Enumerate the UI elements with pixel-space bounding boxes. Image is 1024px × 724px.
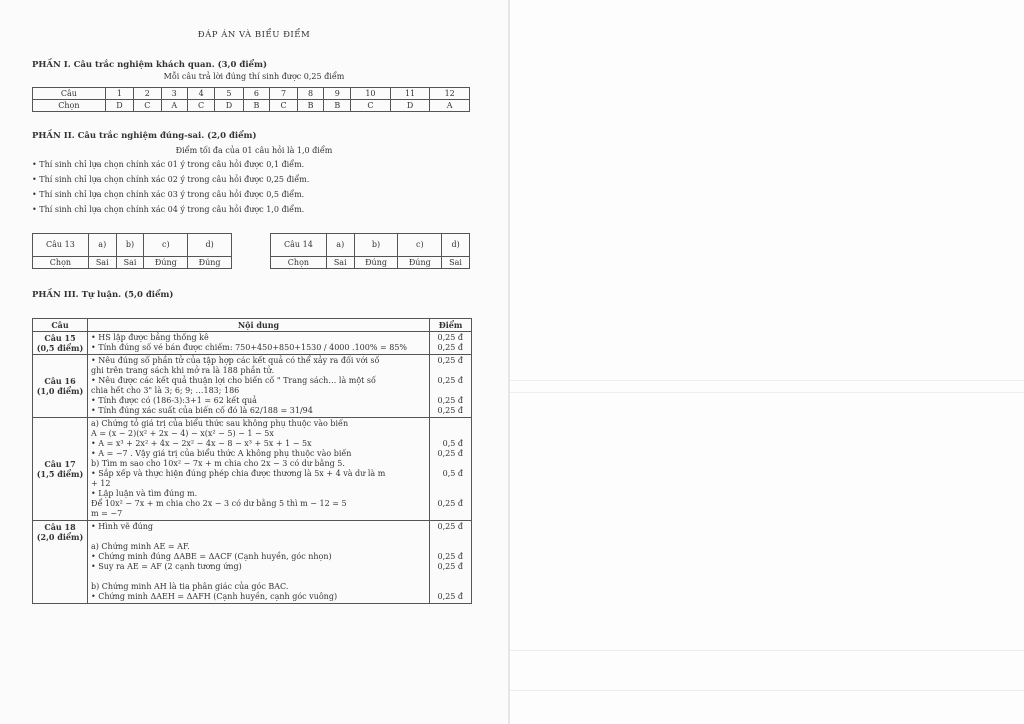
question-number: 3	[161, 88, 187, 100]
answer-choice: B	[297, 100, 324, 112]
content-line: • Nêu được các kết quả thuận lợi cho biến cố " Trang sách… là một số	[91, 376, 376, 385]
row-label: Chọn	[33, 257, 89, 269]
answer-choice: A	[161, 100, 187, 112]
content-line: + 12	[91, 479, 111, 488]
question-number: 6	[243, 88, 270, 100]
question-label: (1,0 điểm)	[36, 386, 84, 396]
content-line: a) Chứng minh AE = AF.	[91, 542, 190, 551]
question-label: Câu 15	[44, 333, 76, 343]
points-value: 0,25 đ	[437, 499, 463, 508]
content-line: ghi trên trang sách khi mở ra là 188 phần tử.	[91, 366, 275, 375]
question-label: Câu 14	[271, 234, 327, 257]
points-value	[433, 582, 463, 592]
points-cell	[430, 332, 472, 355]
answer-cell: Sai	[326, 257, 354, 269]
question-label: Câu 18	[44, 522, 76, 532]
answer-choice: B	[324, 100, 351, 112]
part2-bullet: • Thí sinh chỉ lựa chọn chính xác 02 ý trong câu hỏi được 0,25 điểm.	[32, 175, 310, 184]
answer-choice: C	[134, 100, 161, 112]
points-value	[433, 532, 463, 542]
part2-heading: PHẦN II. Câu trắc nghiệm đúng-sai. (2,0 điểm)	[32, 131, 257, 141]
content-cell	[88, 521, 430, 604]
answer-cell: Sai	[116, 257, 144, 269]
row-label: Chọn	[33, 100, 106, 112]
points-value: 0,5 đ	[442, 439, 463, 448]
answer-key-page	[0, 0, 508, 724]
answer-cell: Đúng	[188, 257, 232, 269]
content-line: • Tính đúng xác suất của biến cố đó là 62/188 = 31/94	[91, 406, 313, 415]
content-line: • Chứng minh ΔAEH = ΔAFH (Cạnh huyền, cạnh góc vuông)	[91, 592, 338, 601]
content-line: Để 10x² − 7x + m chia cho 2x − 3 có dư bằng 5 thì m − 12 = 5	[91, 499, 347, 508]
content-line: • Lập luận và tìm đúng m.	[91, 489, 198, 498]
question-number: 2	[134, 88, 161, 100]
row-label: Chọn	[271, 257, 327, 269]
content-line: • Tính đúng số vé bán được chiếm: 750+450+850+1530 / 4000 .100% = 85%	[91, 343, 408, 352]
points-cell	[430, 355, 472, 418]
col-label: d)	[188, 234, 232, 257]
points-value: 0,25 đ	[437, 396, 463, 405]
points-value: 0,25 đ	[437, 522, 463, 531]
col-label: a)	[326, 234, 354, 257]
points-value: 0,25 đ	[437, 343, 463, 352]
points-value	[433, 479, 463, 489]
answer-choice: C	[351, 100, 391, 112]
content-line: • A = x³ + 2x² + 4x − 2x² − 4x − 8 − x³ + 5x + 1 − 5x	[91, 439, 312, 448]
points-value	[433, 386, 463, 396]
content-line: a) Chứng tỏ giá trị của biểu thức sau không phụ thuộc vào biến	[91, 419, 349, 428]
points-value	[433, 509, 463, 519]
col-label: b)	[116, 234, 144, 257]
points-value: 0,25 đ	[437, 552, 463, 561]
answer-choice: C	[187, 100, 214, 112]
points-value	[433, 459, 463, 469]
part2-note: Điểm tối đa của 01 câu hỏi là 1,0 điểm	[175, 146, 333, 155]
question-label: (1,5 điểm)	[36, 469, 84, 479]
row-label: Câu	[33, 88, 106, 100]
question-cell	[33, 418, 88, 521]
table-question-13	[32, 233, 232, 269]
question-label: (0,5 điểm)	[36, 343, 84, 353]
col-label: d)	[442, 234, 470, 257]
points-value: 0,25 đ	[437, 376, 463, 385]
content-line	[91, 532, 426, 542]
points-cell	[430, 521, 472, 604]
content-line: A = (x − 2)(x² + 2x − 4) − x(x² − 5) − 1 − 5x	[91, 429, 274, 438]
faint-rule	[510, 392, 1024, 393]
content-line: chia hết cho 3" là 3; 6; 9; …183; 186	[91, 386, 240, 395]
points-value	[433, 542, 463, 552]
part3-heading: PHẦN III. Tự luận. (5,0 điểm)	[32, 290, 174, 300]
points-value: 0,5 đ	[442, 469, 463, 478]
essay-row	[33, 521, 472, 604]
question-number: 7	[270, 88, 297, 100]
answer-choice: A	[430, 100, 470, 112]
part2-bullet: • Thí sinh chỉ lựa chọn chính xác 03 ý trong câu hỏi được 0,5 điểm.	[32, 190, 305, 199]
question-number: 1	[105, 88, 133, 100]
content-cell	[88, 332, 430, 355]
content-line: m = −7	[91, 509, 123, 518]
blank-right-page	[510, 0, 1024, 724]
question-cell	[33, 332, 88, 355]
points-value	[433, 429, 463, 439]
content-line: • A = −7 . Vậy giá trị của biểu thức A không phụ thuộc vào biến	[91, 449, 352, 458]
content-line: • Chứng minh đúng ΔABE = ΔACF (Cạnh huyền, góc nhọn)	[91, 552, 332, 561]
points-value	[433, 366, 463, 376]
essay-row	[33, 332, 472, 355]
points-value: 0,25 đ	[437, 562, 463, 571]
points-value: 0,25 đ	[437, 592, 463, 601]
content-line: • Nêu đúng số phần tử của tập hợp các kết quả có thể xảy ra đối với số	[91, 356, 380, 365]
answer-choice: D	[390, 100, 430, 112]
part1-heading: PHẦN I. Câu trắc nghiệm khách quan. (3,0 điểm)	[32, 60, 267, 70]
col-label: a)	[88, 234, 116, 257]
points-value	[433, 419, 463, 429]
faint-rule	[510, 650, 1024, 651]
points-value: 0,25 đ	[437, 356, 463, 365]
col-label: c)	[144, 234, 188, 257]
content-line: • Tính được có (186-3):3+1 = 62 kết quả	[91, 396, 257, 405]
answer-choice: D	[105, 100, 133, 112]
question-number: 11	[390, 88, 430, 100]
faint-rule	[510, 380, 1024, 381]
part3-essay-table	[32, 318, 472, 604]
part2-bullet: • Thí sinh chỉ lựa chọn chính xác 04 ý trong câu hỏi được 1,0 điểm.	[32, 205, 305, 214]
content-cell	[88, 418, 430, 521]
content-line	[91, 572, 426, 582]
col-header-question: Câu	[33, 319, 88, 332]
essay-row	[33, 418, 472, 521]
content-line: b) Tìm m sao cho 10x² − 7x + m chia cho 2x − 3 có dư bằng 5.	[91, 459, 345, 468]
part2-bullet: • Thí sinh chỉ lựa chọn chính xác 01 ý trong câu hỏi được 0,1 điểm.	[32, 160, 305, 169]
question-label: (2,0 điểm)	[36, 532, 84, 542]
content-line: b) Chứng minh AH là tia phân giác của góc BAC.	[91, 582, 289, 591]
part1-note: Mỗi câu trả lời đúng thí sinh được 0,25 điểm	[163, 72, 345, 81]
question-cell	[33, 521, 88, 604]
page-title: ĐÁP ÁN VÀ BIỂU ĐIỂM	[197, 30, 311, 40]
answer-cell: Đúng	[144, 257, 188, 269]
content-line: • HS lập được bảng thống kê	[91, 333, 209, 342]
content-line: • Hình vẽ đúng	[91, 522, 153, 531]
content-cell	[88, 355, 430, 418]
question-number: 10	[351, 88, 391, 100]
question-number: 8	[297, 88, 324, 100]
question-number: 9	[324, 88, 351, 100]
question-label: Câu 16	[44, 376, 76, 386]
question-number: 5	[215, 88, 243, 100]
essay-row	[33, 355, 472, 418]
question-number: 4	[187, 88, 214, 100]
points-value	[433, 489, 463, 499]
content-line: • Suy ra AE = AF (2 cạnh tương ứng)	[91, 562, 242, 571]
answer-cell: Sai	[88, 257, 116, 269]
question-cell	[33, 355, 88, 418]
question-number: 12	[430, 88, 470, 100]
answer-choice: D	[215, 100, 243, 112]
col-header-points: Điểm	[430, 319, 472, 332]
points-value	[433, 572, 463, 582]
col-label: b)	[354, 234, 398, 257]
points-value: 0,25 đ	[437, 333, 463, 342]
col-header-content: Nội dung	[88, 319, 430, 332]
points-cell	[430, 418, 472, 521]
part1-answer-table	[32, 87, 470, 112]
answer-cell: Đúng	[354, 257, 398, 269]
content-line: • Sắp xếp và thực hiện đúng phép chia được thương là 5x + 4 và dư là m	[91, 469, 386, 478]
col-label: c)	[398, 234, 442, 257]
points-value: 0,25 đ	[437, 406, 463, 415]
points-value: 0,25 đ	[437, 449, 463, 458]
faint-rule	[510, 690, 1024, 691]
question-label: Câu 13	[33, 234, 89, 257]
answer-choice: B	[243, 100, 270, 112]
question-label: Câu 17	[44, 459, 76, 469]
answer-cell: Sai	[442, 257, 470, 269]
answer-cell: Đúng	[398, 257, 442, 269]
table-question-14	[270, 233, 470, 269]
answer-choice: C	[270, 100, 297, 112]
